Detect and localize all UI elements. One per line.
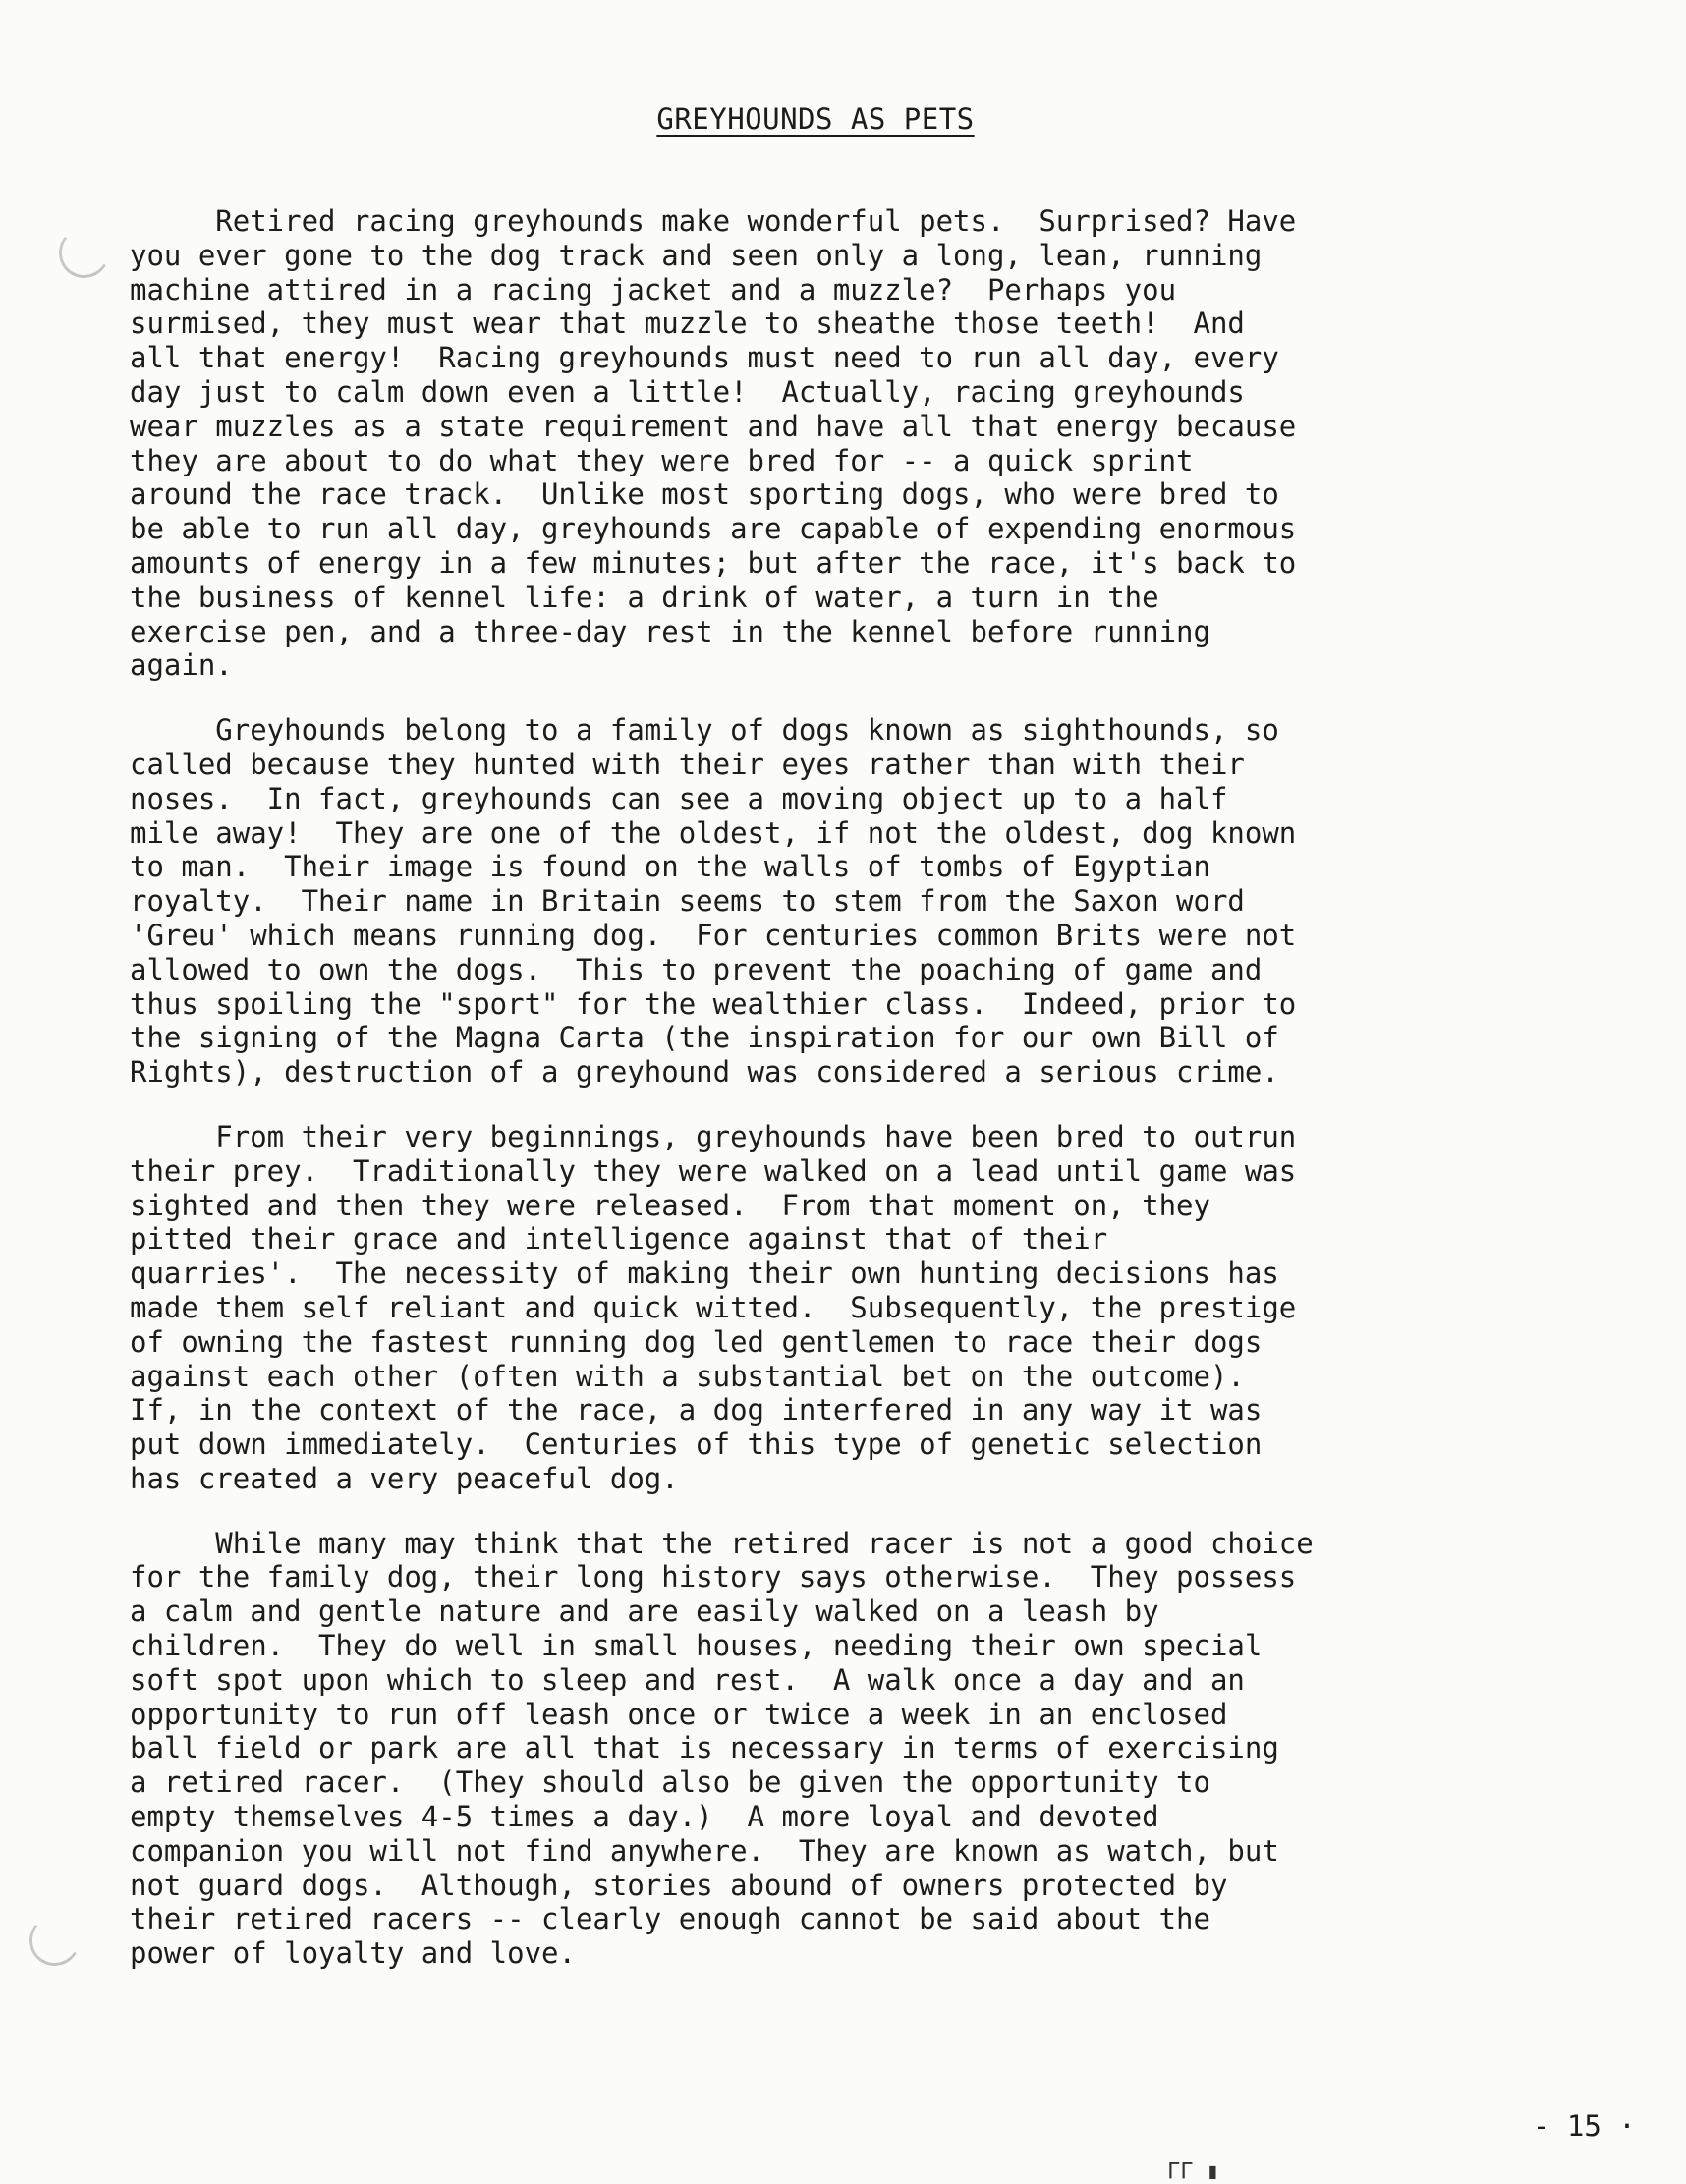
bottom-edge-mark: ΓΓ ▮ bbox=[1167, 2159, 1219, 2184]
text-line: for the family dog, their long history says otherwise. They possess bbox=[130, 1560, 1297, 1595]
text-line: empty themselves 4-5 times a day.) A more loyal and devoted bbox=[130, 1800, 1159, 1834]
text-line: machine attired in a racing jacket and a muzzle? Perhaps you bbox=[130, 272, 1177, 307]
text-line: you ever gone to the dog track and seen only a long, lean, running bbox=[130, 238, 1263, 272]
text-line: companion you will not find anywhere. They are known as watch, but bbox=[130, 1833, 1279, 1868]
text-line: sighted and then they were released. From that moment on, they bbox=[130, 1188, 1210, 1222]
text-line: wear muzzles as a state requirement and have all that energy because bbox=[130, 409, 1297, 443]
text-line: If, in the context of the race, a dog interfered in any way it was bbox=[130, 1393, 1263, 1428]
paragraph bbox=[130, 1120, 1486, 1496]
text-line: not guard dogs. Although, stories abound of owners protected by bbox=[130, 1868, 1228, 1902]
text-line: opportunity to run off leash once or twice a week in an enclosed bbox=[130, 1697, 1228, 1731]
text-line: all that energy! Racing greyhounds must need to run all day, every bbox=[130, 341, 1279, 375]
text-line: amounts of energy in a few minutes; but after the race, it's back to bbox=[130, 545, 1297, 580]
text-line: royalty. Their name in Britain seems to stem from the Saxon word bbox=[130, 884, 1245, 919]
text-line: soft spot upon which to sleep and rest. A walk once a day and an bbox=[130, 1662, 1245, 1697]
text-line: be able to run all day, greyhounds are capable of expending enormous bbox=[130, 512, 1297, 546]
paragraph bbox=[130, 1527, 1486, 1971]
text-line: power of loyalty and love. bbox=[130, 1936, 576, 1971]
text-line: their prey. Traditionally they were walked on a lead until game was bbox=[130, 1153, 1297, 1188]
text-line: pitted their grace and intelligence against that of their bbox=[130, 1222, 1108, 1257]
text-line: thus spoiling the "sport" for the wealthier class. Indeed, prior to bbox=[130, 986, 1297, 1021]
text-line: Rights), destruction of a greyhound was considered a serious crime. bbox=[130, 1055, 1279, 1090]
text-line: around the race track. Unlike most sporting dogs, who were bred to bbox=[130, 477, 1279, 512]
text-line: quarries'. The necessity of making their own hunting decisions has bbox=[130, 1257, 1279, 1291]
text-line: a retired racer. (They should also be given the opportunity to bbox=[130, 1765, 1210, 1800]
text-line: a calm and gentle nature and are easily walked on a leash by bbox=[130, 1595, 1159, 1629]
text-line: day just to calm down even a little! Actually, racing greyhounds bbox=[130, 374, 1245, 409]
text-line: surmised, they must wear that muzzle to sheathe those teeth! And bbox=[130, 307, 1245, 341]
text-line: called because they hunted with their eyes rather than with their bbox=[130, 747, 1245, 781]
text-line: made them self reliant and quick witted. Subsequently, the prestige bbox=[130, 1290, 1297, 1324]
text-line: of owning the fastest running dog led gentlemen to race their dogs bbox=[130, 1324, 1263, 1359]
text-line: they are about to do what they were bred for -- a quick sprint bbox=[130, 443, 1194, 477]
text-line: against each other (often with a substantial bet on the outcome). bbox=[130, 1359, 1245, 1393]
text-line: ball field or park are all that is necessary in terms of exercising bbox=[130, 1731, 1279, 1765]
text-line: children. They do well in small houses, needing their own special bbox=[130, 1629, 1263, 1663]
text-line: the signing of the Magna Carta (the inspiration for our own Bill of bbox=[130, 1021, 1279, 1055]
paragraph bbox=[130, 713, 1486, 1090]
text-line: their retired racers -- clearly enough cannot be said about the bbox=[130, 1902, 1210, 1936]
text-line: 'Greu' which means running dog. For centuries common Brits were not bbox=[130, 918, 1297, 952]
text-line: allowed to own the dogs. This to prevent the poaching of game and bbox=[130, 952, 1263, 986]
text-line: While many may think that the retired racer is not a good choice bbox=[130, 1526, 1314, 1560]
text-line: Greyhounds belong to a family of dogs known as sighthounds, so bbox=[130, 713, 1279, 748]
text-line: put down immediately. Centuries of this type of genetic selection bbox=[130, 1428, 1263, 1462]
page-title: GREYHOUNDS AS PETS bbox=[656, 102, 975, 136]
binder-hole-mark bbox=[55, 224, 113, 282]
text-line: From their very beginnings, greyhounds have been bred to outrun bbox=[130, 1119, 1297, 1153]
text-line: again. bbox=[130, 648, 233, 683]
text-line: exercise pen, and a three-day rest in the kennel before running bbox=[130, 614, 1210, 648]
text-line: the business of kennel life: a drink of water, a turn in the bbox=[130, 580, 1159, 614]
paragraph bbox=[130, 204, 1486, 683]
text-line: Retired racing greyhounds make wonderful pets. Surprised? Have bbox=[130, 204, 1297, 238]
text-line: noses. In fact, greyhounds can see a moving object up to a half bbox=[130, 781, 1228, 815]
text-line: has created a very peaceful dog. bbox=[130, 1461, 679, 1495]
text-line: mile away! They are one of the oldest, if not the oldest, dog known bbox=[130, 815, 1297, 850]
article-body bbox=[130, 204, 1486, 2001]
binder-hole-mark bbox=[26, 1912, 84, 1970]
page-number: - 15 · bbox=[1533, 2109, 1636, 2143]
text-line: to man. Their image is found on the walls of tombs of Egyptian bbox=[130, 850, 1210, 884]
